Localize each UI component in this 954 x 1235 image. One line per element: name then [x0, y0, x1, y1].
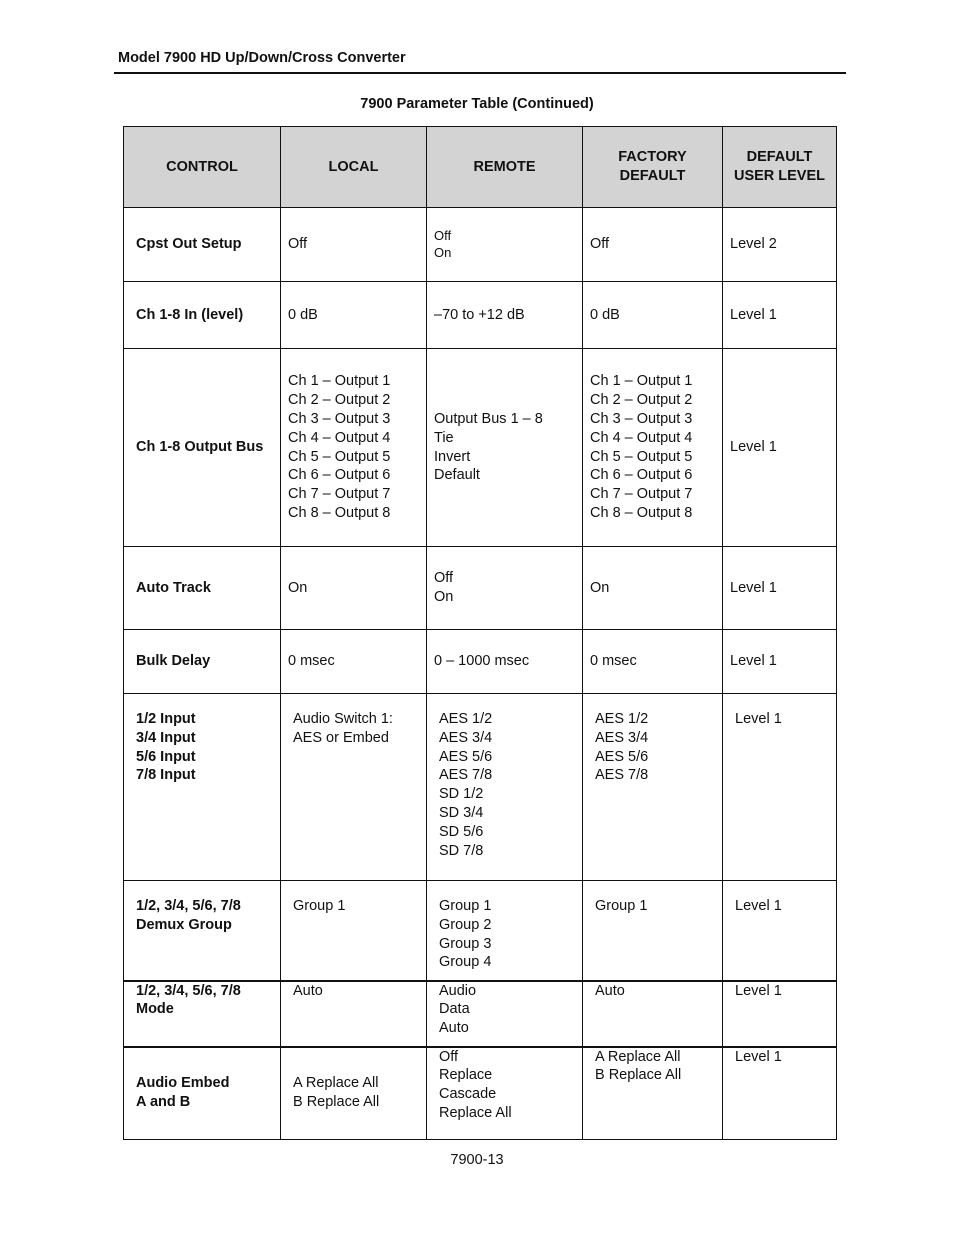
running-header: Model 7900 HD Up/Down/Cross Converter	[118, 50, 406, 66]
cell-remote: Off On	[427, 208, 583, 282]
cell-control: 1/2 Input 3/4 Input 5/6 Input 7/8 Input	[124, 694, 281, 881]
header-rule	[114, 72, 846, 74]
column-header-default-user-level: DEFAULT USER LEVEL	[723, 127, 837, 208]
cell-user-level: Level 1	[723, 981, 837, 1047]
table-row	[124, 282, 837, 349]
cell-factory-default: A Replace All B Replace All	[583, 1047, 723, 1140]
cell-remote: –70 to +12 dB	[427, 282, 583, 349]
cell-control: Auto Track	[124, 547, 281, 630]
cell-remote: AES 1/2 AES 3/4 AES 5/6 AES 7/8 SD 1/2 SD 3/4 SD 5/6 SD 7/8	[427, 694, 583, 881]
cell-user-level: Level 1	[723, 881, 837, 981]
cell-local: 0 msec	[281, 630, 427, 694]
cell-factory-default: AES 1/2 AES 3/4 AES 5/6 AES 7/8	[583, 694, 723, 881]
cell-local: Off	[281, 208, 427, 282]
cell-control: Ch 1-8 In (level)	[124, 282, 281, 349]
table-row	[124, 630, 837, 694]
cell-control: 1/2, 3/4, 5/6, 7/8 Mode	[124, 981, 281, 1047]
cell-user-level: Level 1	[723, 630, 837, 694]
cell-user-level: Level 1	[723, 694, 837, 881]
cell-remote: Audio Data Auto	[427, 981, 583, 1047]
cell-local: Audio Switch 1: AES or Embed	[281, 694, 427, 881]
cell-factory-default: Ch 1 – Output 1 Ch 2 – Output 2 Ch 3 – Output 3 Ch 4 – Output 4 Ch 5 – Output 5 Ch 6 – Output 6 Ch 7 – Output 7 Ch 8 – Output 8	[583, 349, 723, 547]
cell-remote: Output Bus 1 – 8 Tie Invert Default	[427, 349, 583, 547]
cell-control: Cpst Out Setup	[124, 208, 281, 282]
cell-control: 1/2, 3/4, 5/6, 7/8 Demux Group	[124, 881, 281, 981]
column-header-factory-default: FACTORY DEFAULT	[583, 127, 723, 208]
cell-remote: Off Replace Cascade Replace All	[427, 1047, 583, 1140]
cell-control: Audio Embed A and B	[124, 1047, 281, 1140]
cell-local: Auto	[281, 981, 427, 1047]
cell-local: On	[281, 547, 427, 630]
column-header-local: LOCAL	[281, 127, 427, 208]
cell-control: Bulk Delay	[124, 630, 281, 694]
table-row	[124, 881, 837, 981]
cell-remote: Off On	[427, 547, 583, 630]
table-row	[124, 694, 837, 881]
cell-user-level: Level 1	[723, 282, 837, 349]
column-header-remote: REMOTE	[427, 127, 583, 208]
cell-local: 0 dB	[281, 282, 427, 349]
table-row	[124, 208, 837, 282]
cell-factory-default: Off	[583, 208, 723, 282]
page-number: 7900-13	[450, 1152, 504, 1168]
table-header-row	[124, 127, 837, 208]
cell-factory-default: Group 1	[583, 881, 723, 981]
cell-user-level: Level 1	[723, 547, 837, 630]
cell-factory-default: Auto	[583, 981, 723, 1047]
cell-user-level: Level 2	[723, 208, 837, 282]
table-row	[124, 547, 837, 630]
column-header-control: CONTROL	[124, 127, 281, 208]
cell-local: Ch 1 – Output 1 Ch 2 – Output 2 Ch 3 – Output 3 Ch 4 – Output 4 Ch 5 – Output 5 Ch 6 – Output 6 Ch 7 – Output 7 Ch 8 – Output 8	[281, 349, 427, 547]
table-row	[124, 981, 837, 1047]
table-caption: 7900 Parameter Table (Continued)	[360, 96, 594, 112]
cell-user-level: Level 1	[723, 1047, 837, 1140]
cell-control: Ch 1-8 Output Bus	[124, 349, 281, 547]
cell-remote: 0 – 1000 msec	[427, 630, 583, 694]
cell-user-level: Level 1	[723, 349, 837, 547]
parameter-table	[123, 126, 837, 1140]
table-row	[124, 1047, 837, 1140]
cell-factory-default: 0 dB	[583, 282, 723, 349]
cell-local: Group 1	[281, 881, 427, 981]
table-row	[124, 349, 837, 547]
cell-factory-default: 0 msec	[583, 630, 723, 694]
cell-local: A Replace All B Replace All	[281, 1047, 427, 1140]
cell-remote: Group 1 Group 2 Group 3 Group 4	[427, 881, 583, 981]
cell-factory-default: On	[583, 547, 723, 630]
